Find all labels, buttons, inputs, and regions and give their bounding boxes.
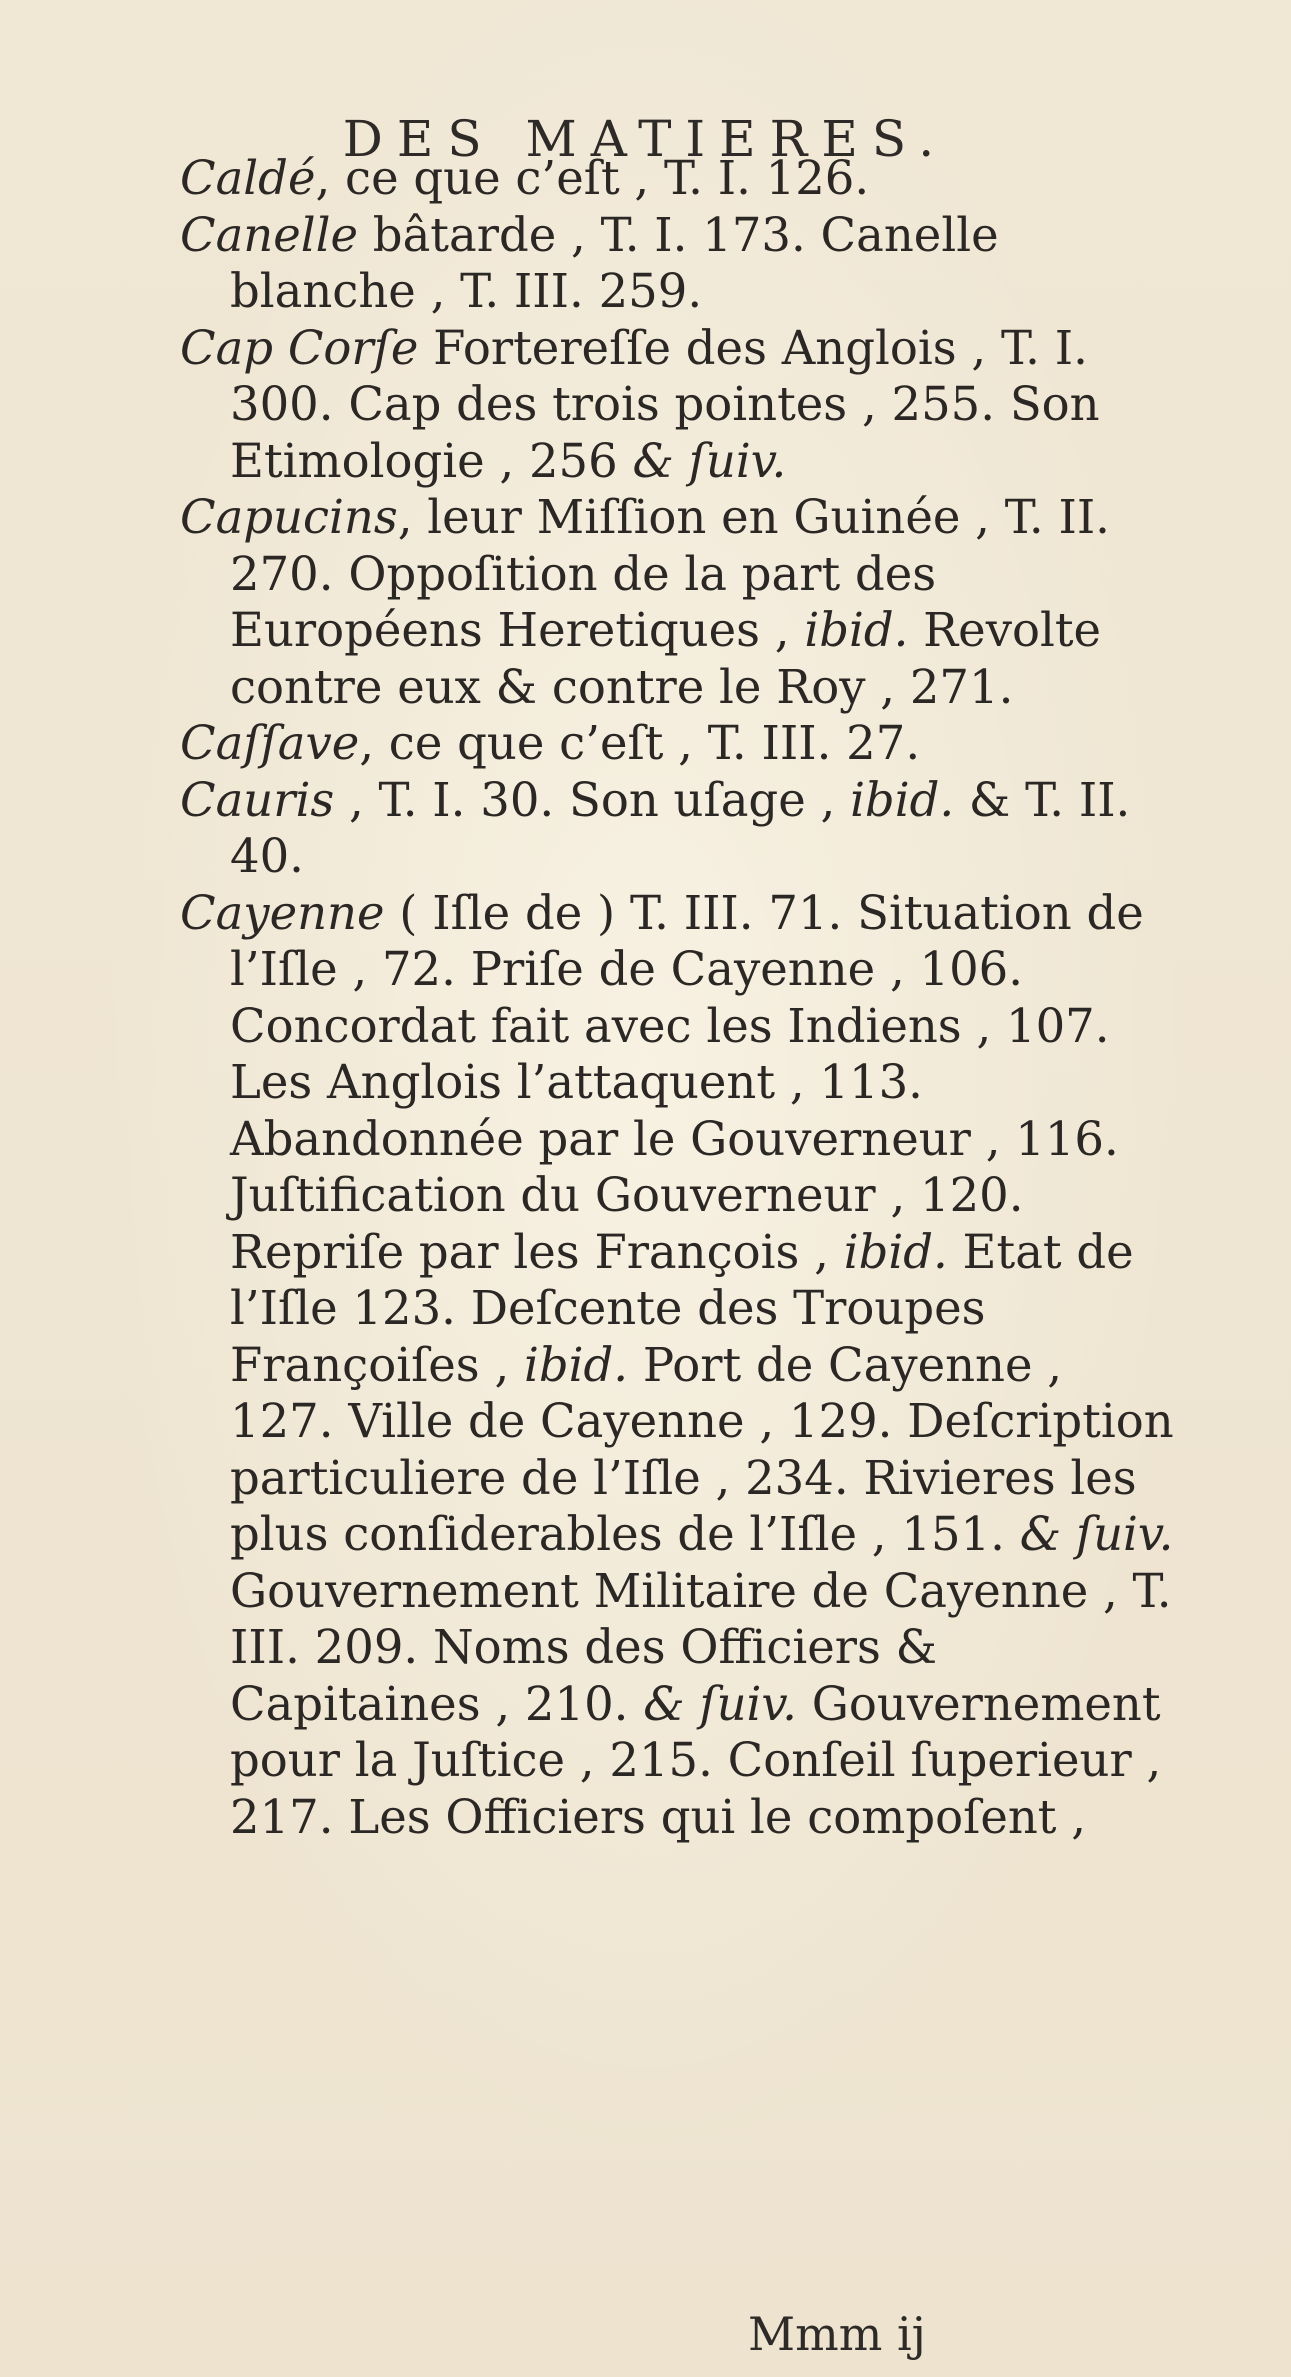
entry-text: Port de Cayenne , 127. Ville de Cayenne , 129. Deſcription particuliere de l’Iſle , 234. Rivieres les plus conſiderables de l’Iſle , 151. [230,1337,1174,1561]
entry-text: bâtarde , T. I. 173. Canelle blanche , T. III. 259. [230,207,999,318]
entry-headword: Caſſave [180,716,360,770]
running-head: DES MATIERES. [342,110,949,168]
entry-text: Gouvernement Militaire de Cayenne , T. III. 209. Noms des Officiers & Capitaines , 210. [230,1563,1172,1731]
entry-text: , leur Miſſion en Guinée , T. II. 270. Oppoſition de la part des Européens Heretiques , [230,490,1110,657]
entry-headword: Canelle [180,207,359,262]
entry-headword: Cap Corſe [180,320,419,375]
entry-text: Etat de l’Iſle 123. Deſcente des Troupes Françoiſes , [230,1224,1134,1392]
entry-text: , T. I. 30. Son uſage , [334,772,851,827]
entry-text: Fortereſſe des Anglois , T. I. 300. Cap des trois pointes , 255. Son Etimologie , 256 [230,320,1100,488]
entry-italic: ibid. [843,1224,948,1279]
entry-italic: ibid. [850,772,955,827]
index-entry [180,207,1180,320]
index-entry [180,715,1180,772]
entry-italic: & ſuiv. [1019,1507,1174,1561]
entry-headword: Cauris [180,772,335,827]
entry-text: ( Iſle de ) T. III. 71. Situation de l’Iſle , 72. Priſe de Cayenne , 106. Concordat fait avec les Indiens , 107. Les Anglois l’attaquent , 113. Abandonnée par le Gouverneur , 116. Juſtification du Gouverneur , 120. Repriſe par les François , [230,885,1144,1279]
catchword: Mmm ij [748,2307,926,2361]
entry-text: & T. II. 40. [230,772,1131,883]
index-entry [180,320,1180,490]
entry-italic: & ſuiv. [643,1676,797,1731]
entry-headword: Capucins [180,490,398,544]
index-entry [180,885,1180,1846]
entry-italic: ibid. [524,1337,629,1392]
index-entry [180,772,1180,885]
entry-headword: Caldé [180,151,316,205]
index-entries [180,150,1180,1845]
entry-text: , ce que c’eſt , T. I. 126. [315,151,870,205]
entry-italic: & ſuiv. [632,433,787,488]
index-entry [180,489,1180,715]
index-entry [180,150,1180,207]
entry-text: Revolte contre eux & contre le Roy , 271. [230,603,1102,714]
entry-headword: Cayenne [180,885,385,940]
entry-text: Gouvernement pour la Juſtice , 215. Conſeil ſuperieur , 217. Les Officiers qui le compoſent , [230,1676,1162,1844]
entry-text: , ce que c’eſt , T. III. 27. [359,716,921,770]
entry-italic: ibid. [804,603,909,657]
